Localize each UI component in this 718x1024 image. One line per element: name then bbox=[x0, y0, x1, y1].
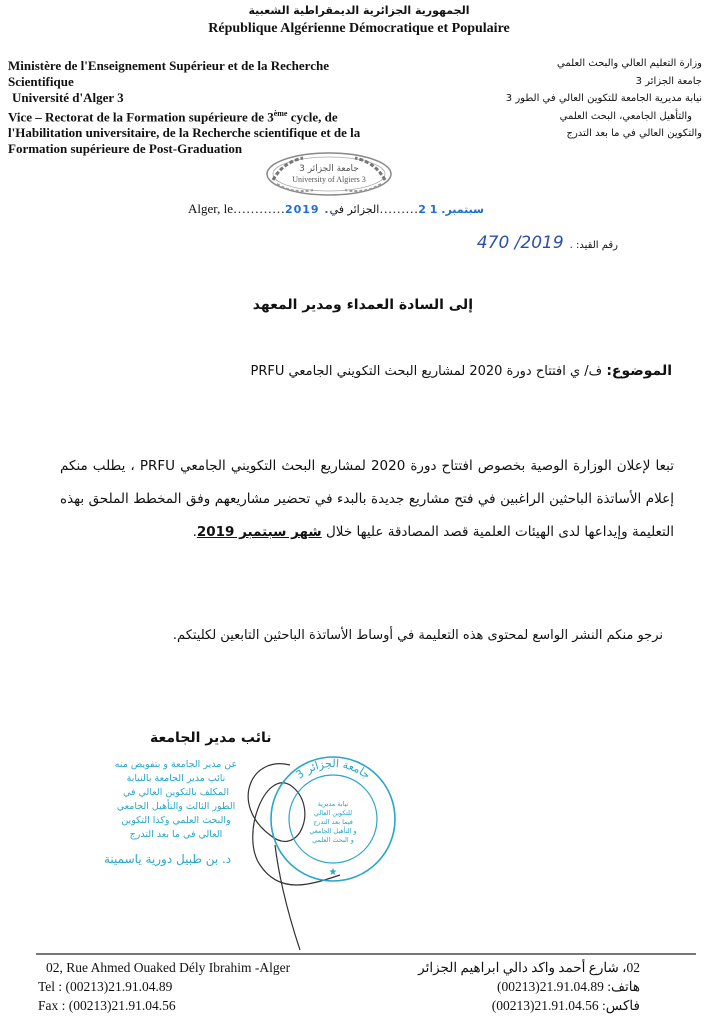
footer-fax-fr: Fax : (00213)21.91.04.56 bbox=[38, 998, 176, 1013]
ministry-line: Scientifique bbox=[8, 74, 74, 89]
deadline: شهر سبتمبر 2019 bbox=[196, 524, 322, 540]
body-text: تبعا لإعلان الوزارة الوصية بخصوص افتتاح دورة 2020 لمشاريع البحث التكويني الجامعي PRFU ، يطلب منكم إعلام الأساتذة الباحثين الراغبين في فتح مشاريع جديدة بالبدء في تحضير مشاريعهم وفق المخطط الملحق بهذه التعليمة وإيداعها لدى الهيئات العلمية قصد المصادقة عليها خلال bbox=[60, 458, 675, 540]
star-icon: ★ bbox=[328, 867, 338, 878]
subject-line bbox=[251, 363, 672, 379]
subject-text: ف/ ي افتتاح دورة 2020 لمشاريع البحث التكويني الجامعي PRFU bbox=[250, 364, 603, 379]
round-stamp-line: و البحث العلمي bbox=[312, 836, 354, 844]
ministry-line-ar: وزارة التعليم العالي والبحث العلمي bbox=[557, 58, 702, 69]
subject-label: الموضوع: bbox=[606, 363, 672, 379]
ministry-line-ar: والتأهيل الجامعي، البحث العلمي bbox=[559, 110, 692, 122]
closing-paragraph: نرجو منكم النشر الواسع لمحتوى هذه التعليمة في أوساط الأساتذة الباحثين التابعين لكليتكم. bbox=[172, 628, 663, 643]
reference-label: رقم القيد: . bbox=[569, 240, 618, 251]
ministry-line: Vice – Rectorat de la Formation supérieure de 3ème cycle, de bbox=[8, 109, 338, 125]
reference-number bbox=[477, 233, 618, 253]
ministry-line: l'Habilitation universitaire, de la Recherche scientifique et de la bbox=[8, 125, 361, 141]
round-stamp-line: للتكوين العالي bbox=[313, 809, 353, 817]
footer-tel-fr: Tel : (00213)21.91.04.89 bbox=[38, 979, 173, 994]
date-label-fr: Alger, le bbox=[188, 201, 233, 216]
ministry-block-fr bbox=[8, 58, 378, 157]
university-logo bbox=[263, 150, 395, 198]
stamp-line: نائب مدير الجامعة بالنيابة bbox=[126, 773, 226, 784]
signature-title: نائب مدير الجامعة bbox=[150, 730, 272, 746]
round-stamp-line: و التأهيل الجامعي bbox=[309, 827, 357, 835]
footer-contact-ar bbox=[418, 958, 640, 1015]
stamp-line: والبحث العلمي وكذا التكوين bbox=[121, 815, 231, 826]
body-paragraph bbox=[60, 450, 674, 549]
stamp-line: العالي في ما بعد التدرج bbox=[129, 829, 223, 840]
footer-address-fr: 02, Rue Ahmed Ouaked Dély Ibrahim -Alger bbox=[46, 960, 291, 975]
logo-text-ar: جامعة الجزائر 3 bbox=[299, 164, 359, 174]
ministry-line-ar: نيابة مديرية الجامعة للتكوين العالي في الطور 3 bbox=[505, 93, 702, 104]
date-stamp: 2019 .سبتمبر. 1 2 bbox=[284, 203, 484, 216]
republic-title-ar: الجمهورية الجزائرية الديمقراطية الشعبية bbox=[248, 4, 470, 17]
footer-tel-ar: هاتف: (00213)21.91.04.89 bbox=[497, 979, 640, 994]
svg-text:جامعة الجزائر 3 bbox=[293, 757, 372, 782]
round-stamp-inner bbox=[290, 800, 376, 845]
footer-fax-ar: فاكس: (00213)21.91.04.56 bbox=[491, 998, 640, 1013]
ministry-line-ar: والتكوين العالي في ما بعد التدرج bbox=[566, 128, 702, 139]
footer-divider bbox=[36, 953, 696, 955]
republic-title-fr: République Algérienne Démocratique et Populaire bbox=[208, 21, 510, 36]
footer-contact-fr bbox=[38, 958, 290, 1015]
ministry-block-ar bbox=[472, 55, 702, 143]
stamp-line: عن مدير الجامعة و بتفويض منه bbox=[114, 759, 238, 770]
round-stamp-line: فيما بعد التدرج bbox=[313, 818, 353, 826]
date-dots: ………… bbox=[232, 201, 285, 216]
university-name-ar: جامعة الجزائر 3 bbox=[635, 75, 702, 87]
signatory-name: د. بن طبيل دورية ياسمينة bbox=[104, 852, 232, 866]
ministry-line: Ministère de l'Enseignement Supérieur et de la Recherche bbox=[8, 58, 329, 73]
round-stamp-line: نيابة مديرية bbox=[317, 800, 349, 808]
date-line bbox=[188, 201, 484, 217]
stamp-line: المكلف بالتكوين العالي في bbox=[123, 787, 229, 798]
stamp-line: الطور الثالث والتأهيل الجامعي bbox=[116, 801, 236, 812]
delegation-stamp bbox=[96, 758, 256, 842]
date-label-ar: الجزائر في bbox=[329, 203, 380, 216]
footer-address-ar: 02، شارع أحمد واكد دالي ابراهيم الجزائر bbox=[418, 960, 640, 975]
reference-handwritten: 470 /2019 bbox=[476, 233, 564, 253]
logo-text-en: University of Algiers 3 bbox=[292, 175, 366, 184]
university-name-fr: Université d'Alger 3 bbox=[12, 90, 124, 105]
deadline-end: . bbox=[192, 524, 197, 540]
round-stamp-ring-text: جامعة الجزائر 3 bbox=[293, 756, 373, 782]
date-dots: ……… bbox=[379, 201, 419, 216]
addressee: إلى السادة العمداء ومدير المعهد bbox=[252, 297, 473, 313]
ministry-line: Formation supérieure de Post-Graduation bbox=[8, 141, 243, 157]
